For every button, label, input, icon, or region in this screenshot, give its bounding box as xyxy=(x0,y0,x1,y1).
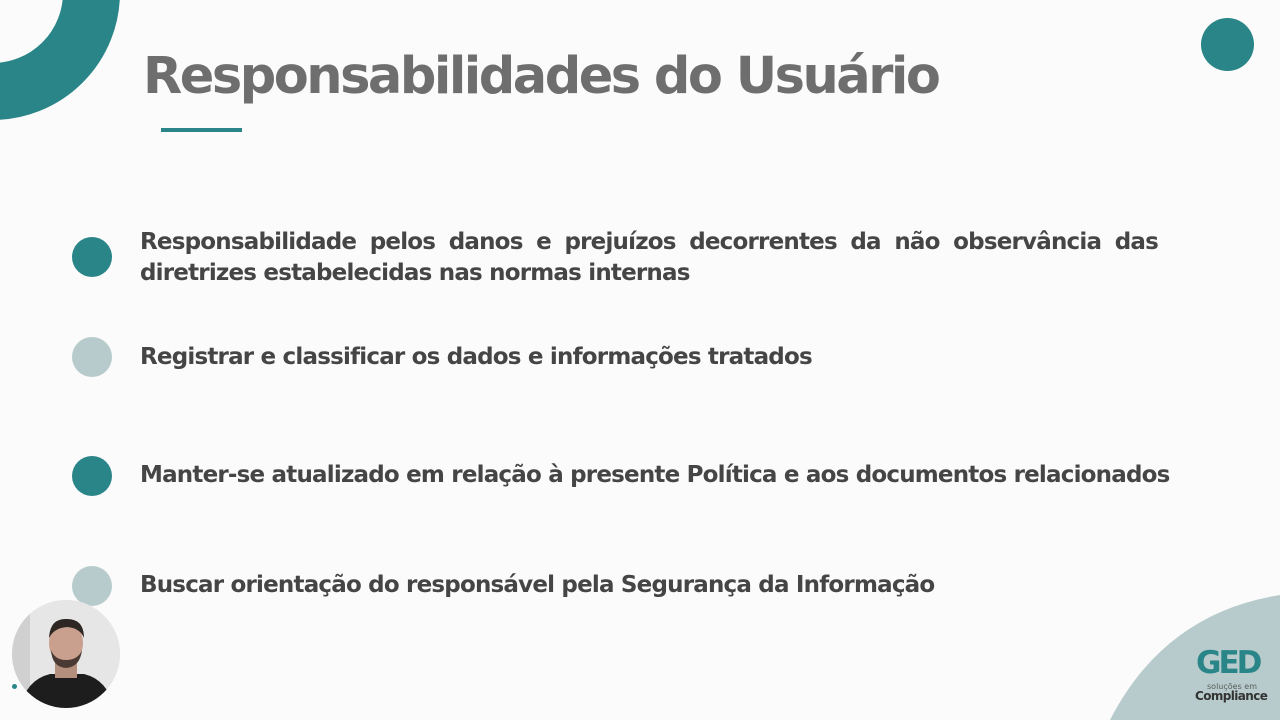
logo-subtitle: soluções em xyxy=(1207,682,1257,691)
decorative-circle xyxy=(1201,18,1254,71)
presenter-avatar-icon xyxy=(12,600,120,708)
title-underline xyxy=(161,128,242,132)
bullet-marker xyxy=(72,456,112,496)
presenter-webcam xyxy=(12,600,120,708)
bullet-marker xyxy=(72,566,112,606)
bullet-marker xyxy=(72,237,112,277)
slide-title: Responsabilidades do Usuário xyxy=(143,47,939,106)
bullet-text: Manter-se atualizado em relação à presente Política e aos documentos relacionados xyxy=(140,462,1170,488)
bullet-text: Registrar e classificar os dados e informações tratados xyxy=(140,344,812,370)
bullet-marker xyxy=(72,337,112,377)
decorative-arc xyxy=(0,0,120,120)
company-logo xyxy=(1190,644,1270,704)
bullet-text: Responsabilidade pelos danos e prejuízos decorrentes da não observância das diretrizes estabelecidas nas normas internas xyxy=(140,229,1158,286)
logo-mark: GED xyxy=(1196,645,1260,681)
logo-wordmark: Compliance xyxy=(1195,689,1268,703)
decorative-dot xyxy=(12,684,17,689)
bullet-text: Buscar orientação do responsável pela Segurança da Informação xyxy=(140,572,935,598)
